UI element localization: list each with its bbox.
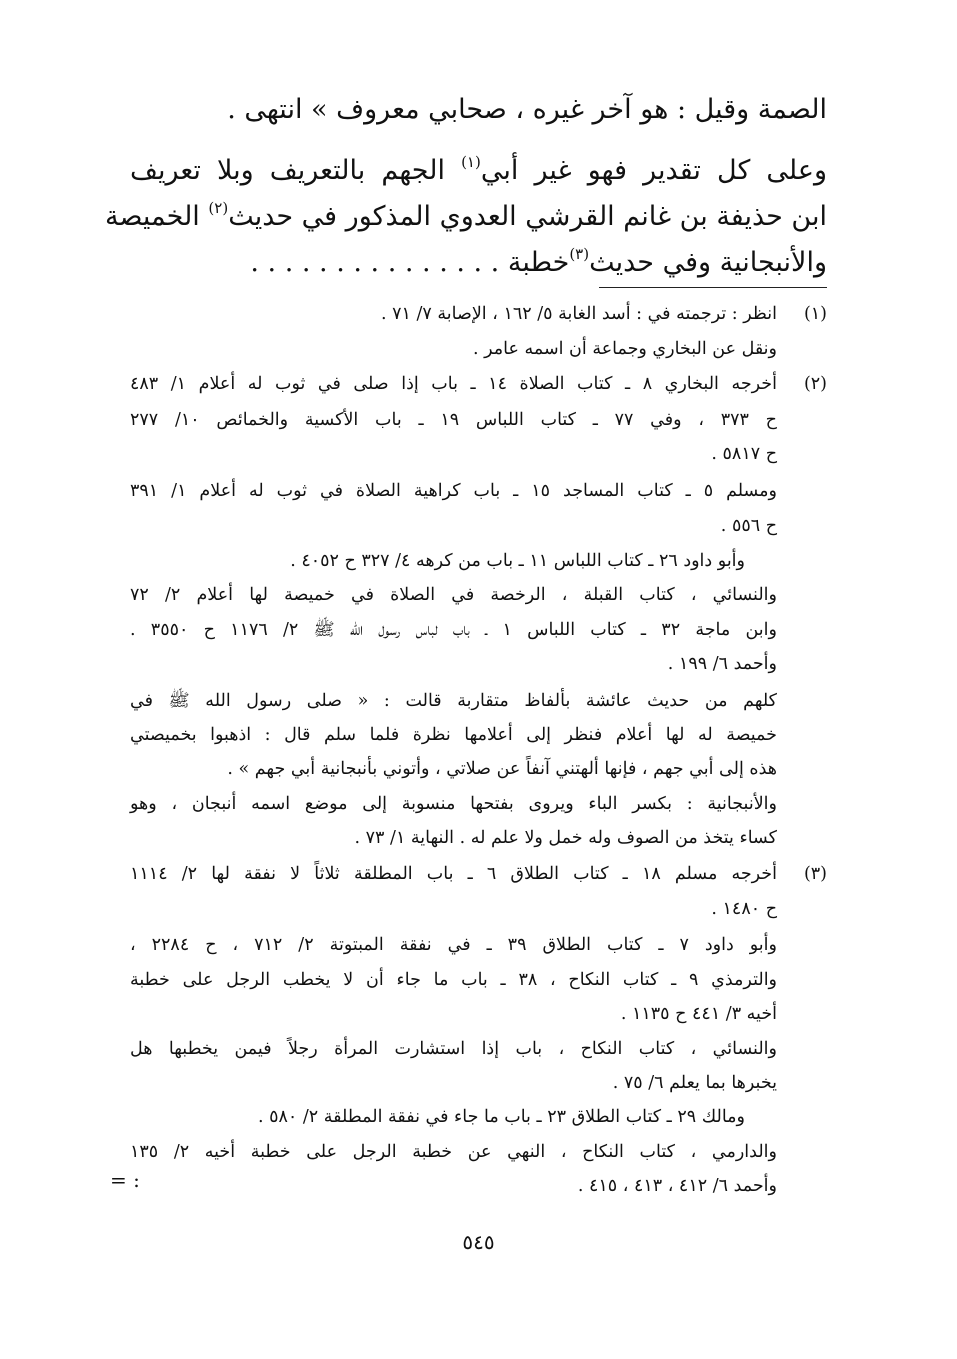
footnote-2-line: خميصة له لها أعلام فنظر إلى أعلامها نظرة فلما سلم قال : اذهبوا بخميصتي [130, 725, 777, 745]
footnote-2-line: والأنبجانية : بكسر الباء ويروى بفتحها منسوبة إلى موضع اسمه أنبجان ، وهو [130, 794, 777, 814]
footnote-3-line: ومالك ٢٩ ـ كتاب الطلاق ٢٣ ـ باب ما جاء في نفقة المطلقة ٢/ ٥٨٠ . [257, 1107, 745, 1127]
footnote-ref-2: (٢) [208, 199, 229, 217]
main-line-4 [250, 236, 827, 289]
footnote-3-line: والنسائي ، كتاب النكاح ، باب إذا استشارت المرأة رجلاً فيمن يخطبها هل [130, 1039, 777, 1059]
footnote-separator [599, 287, 827, 288]
footnote-2-line: كلهم من حديث عائشة بألفاظ متقاربة قالت : « صلى رسول الله ﷺ في [130, 691, 777, 711]
footnote-1-line: ونقل عن البخاري وجماعة أن اسمه عامر . [472, 339, 777, 359]
footnote-3-line: والدارمي ، كتاب النكاح ، النهي عن خطبة الرجل على خطبة أخيه ٢/ ١٣٥ [130, 1142, 777, 1162]
footnote-2-line: والنسائي ، كتاب القبلة ، الرخصة في الصلاة في خميصة لها أعلام ٢/ ٧٢ [130, 585, 777, 605]
page-number: ٥٤٥ [462, 1230, 495, 1254]
footnote-3-line: وأحمد ٦/ ٤١٢ ، ٤١٣ ، ٤١٥ . [577, 1176, 777, 1196]
main-line-2-text-a: وعلى كل تقدير فهو غير أبي [480, 155, 827, 186]
main-line-2-text-b: الجهم بالتعريف وبلا تعريف [130, 155, 445, 186]
footnote-2-line: وأبو داود ٢٦ ـ كتاب اللباس ١١ ـ باب من كرهه ٤/ ٣٢٧ ح ٤٠٥٢ . [290, 551, 745, 571]
footnote-2-line: ح ٥٥٦ . [720, 516, 777, 536]
footnote-2-line: أخرجه البخاري ٨ ـ كتاب الصلاة ١٤ ـ باب إذا صلى في ثوب له أعلام ١/ ٤٨٣ [130, 374, 777, 394]
footnote-3-line: وأبو داود ٧ ـ كتاب الطلاق ٣٩ ـ في نفقة المبتوتة ٢/ ٧١٢ ، ح ٢٢٨٤ ، [130, 935, 777, 955]
main-line-3-text-a: ابن حذيفة بن غانم القرشي العدوي المذكور في حديث [228, 201, 827, 232]
footnote-2-line: هذه إلى أبي جهم ، فإنها ألهتني آنفاً عن صلاتي ، وأتوني بأنبجانية أبي جهم » . [227, 759, 777, 779]
footnote-3-line: أخيه ٣/ ٤٤١ ح ١١٣٥ . [620, 1004, 777, 1024]
footnote-3-line: والترمذي ٩ ـ كتاب النكاح ، ٣٨ ـ باب ما جاء أن لا يخطب الرجل على خطبة [130, 970, 778, 990]
footnote-1-line: انظر : ترجمته في : أسد الغابة ٥/ ١٦٢ ، الإصابة ٧/ ٧١ . [380, 304, 777, 324]
footnote-2-line: ح ٣٧٣ ، وفي ٧٧ ـ كتاب اللباس ١٩ ـ باب الأكسية والخمائص ١٠/ ٢٧٧ [130, 410, 777, 430]
main-line-1: الصمة وقيل : هو آخر غيره ، صحابي معروف » انتهى . [227, 94, 827, 125]
footnote-ref-1: (١) [461, 153, 481, 171]
footnote-ref-3: (٣) [569, 245, 590, 263]
footnote-1-number: (١) [803, 304, 827, 324]
footnote-3-line: ح ١٤٨٠ . [711, 899, 777, 919]
main-line-3-text-b: الخميصة [105, 201, 200, 232]
main-line-4-text-b: خطبة . . . . . . . . . . . . . . . [250, 247, 570, 278]
footnote-2-line: كساء يتخذ من الصوف وله خمل ولا علم له . النهاية ١/ ٧٣ . [354, 828, 777, 848]
footnote-2-line: وابن ماجة ٣٢ ـ كتاب اللباس ١ ـ باب لباس رسول الله ﷺ ٢/ ١١٧٦ ح ٣٥٥٠ . [130, 620, 777, 640]
footnote-2-line: وأحمد ٦/ ١٩٩ . [667, 654, 777, 674]
footnote-3-number: (٣) [803, 864, 827, 884]
footnote-2-line: ومسلم ٥ ـ كتاب المساجد ١٥ ـ باب كراهية الصلاة في ثوب له أعلام ١/ ٣٩١ [130, 481, 777, 501]
footnote-3-line: أخرجه مسلم ١٨ ـ كتاب الطلاق ٦ ـ باب المطلقة ثلاثاً لا نفقة لها ٢/ ١١١٤ [130, 864, 777, 884]
footnote-2-line: ح ٥٨١٧ . [711, 444, 777, 464]
continuation-mark: = : [110, 1168, 140, 1192]
footnote-2-number: (٢) [803, 374, 827, 394]
main-line-4-text-a: والأنبجانية وفي حديث [589, 247, 827, 278]
footnote-3-line: يخبرها بما يعلم ٦/ ٧٥ . [612, 1073, 777, 1093]
